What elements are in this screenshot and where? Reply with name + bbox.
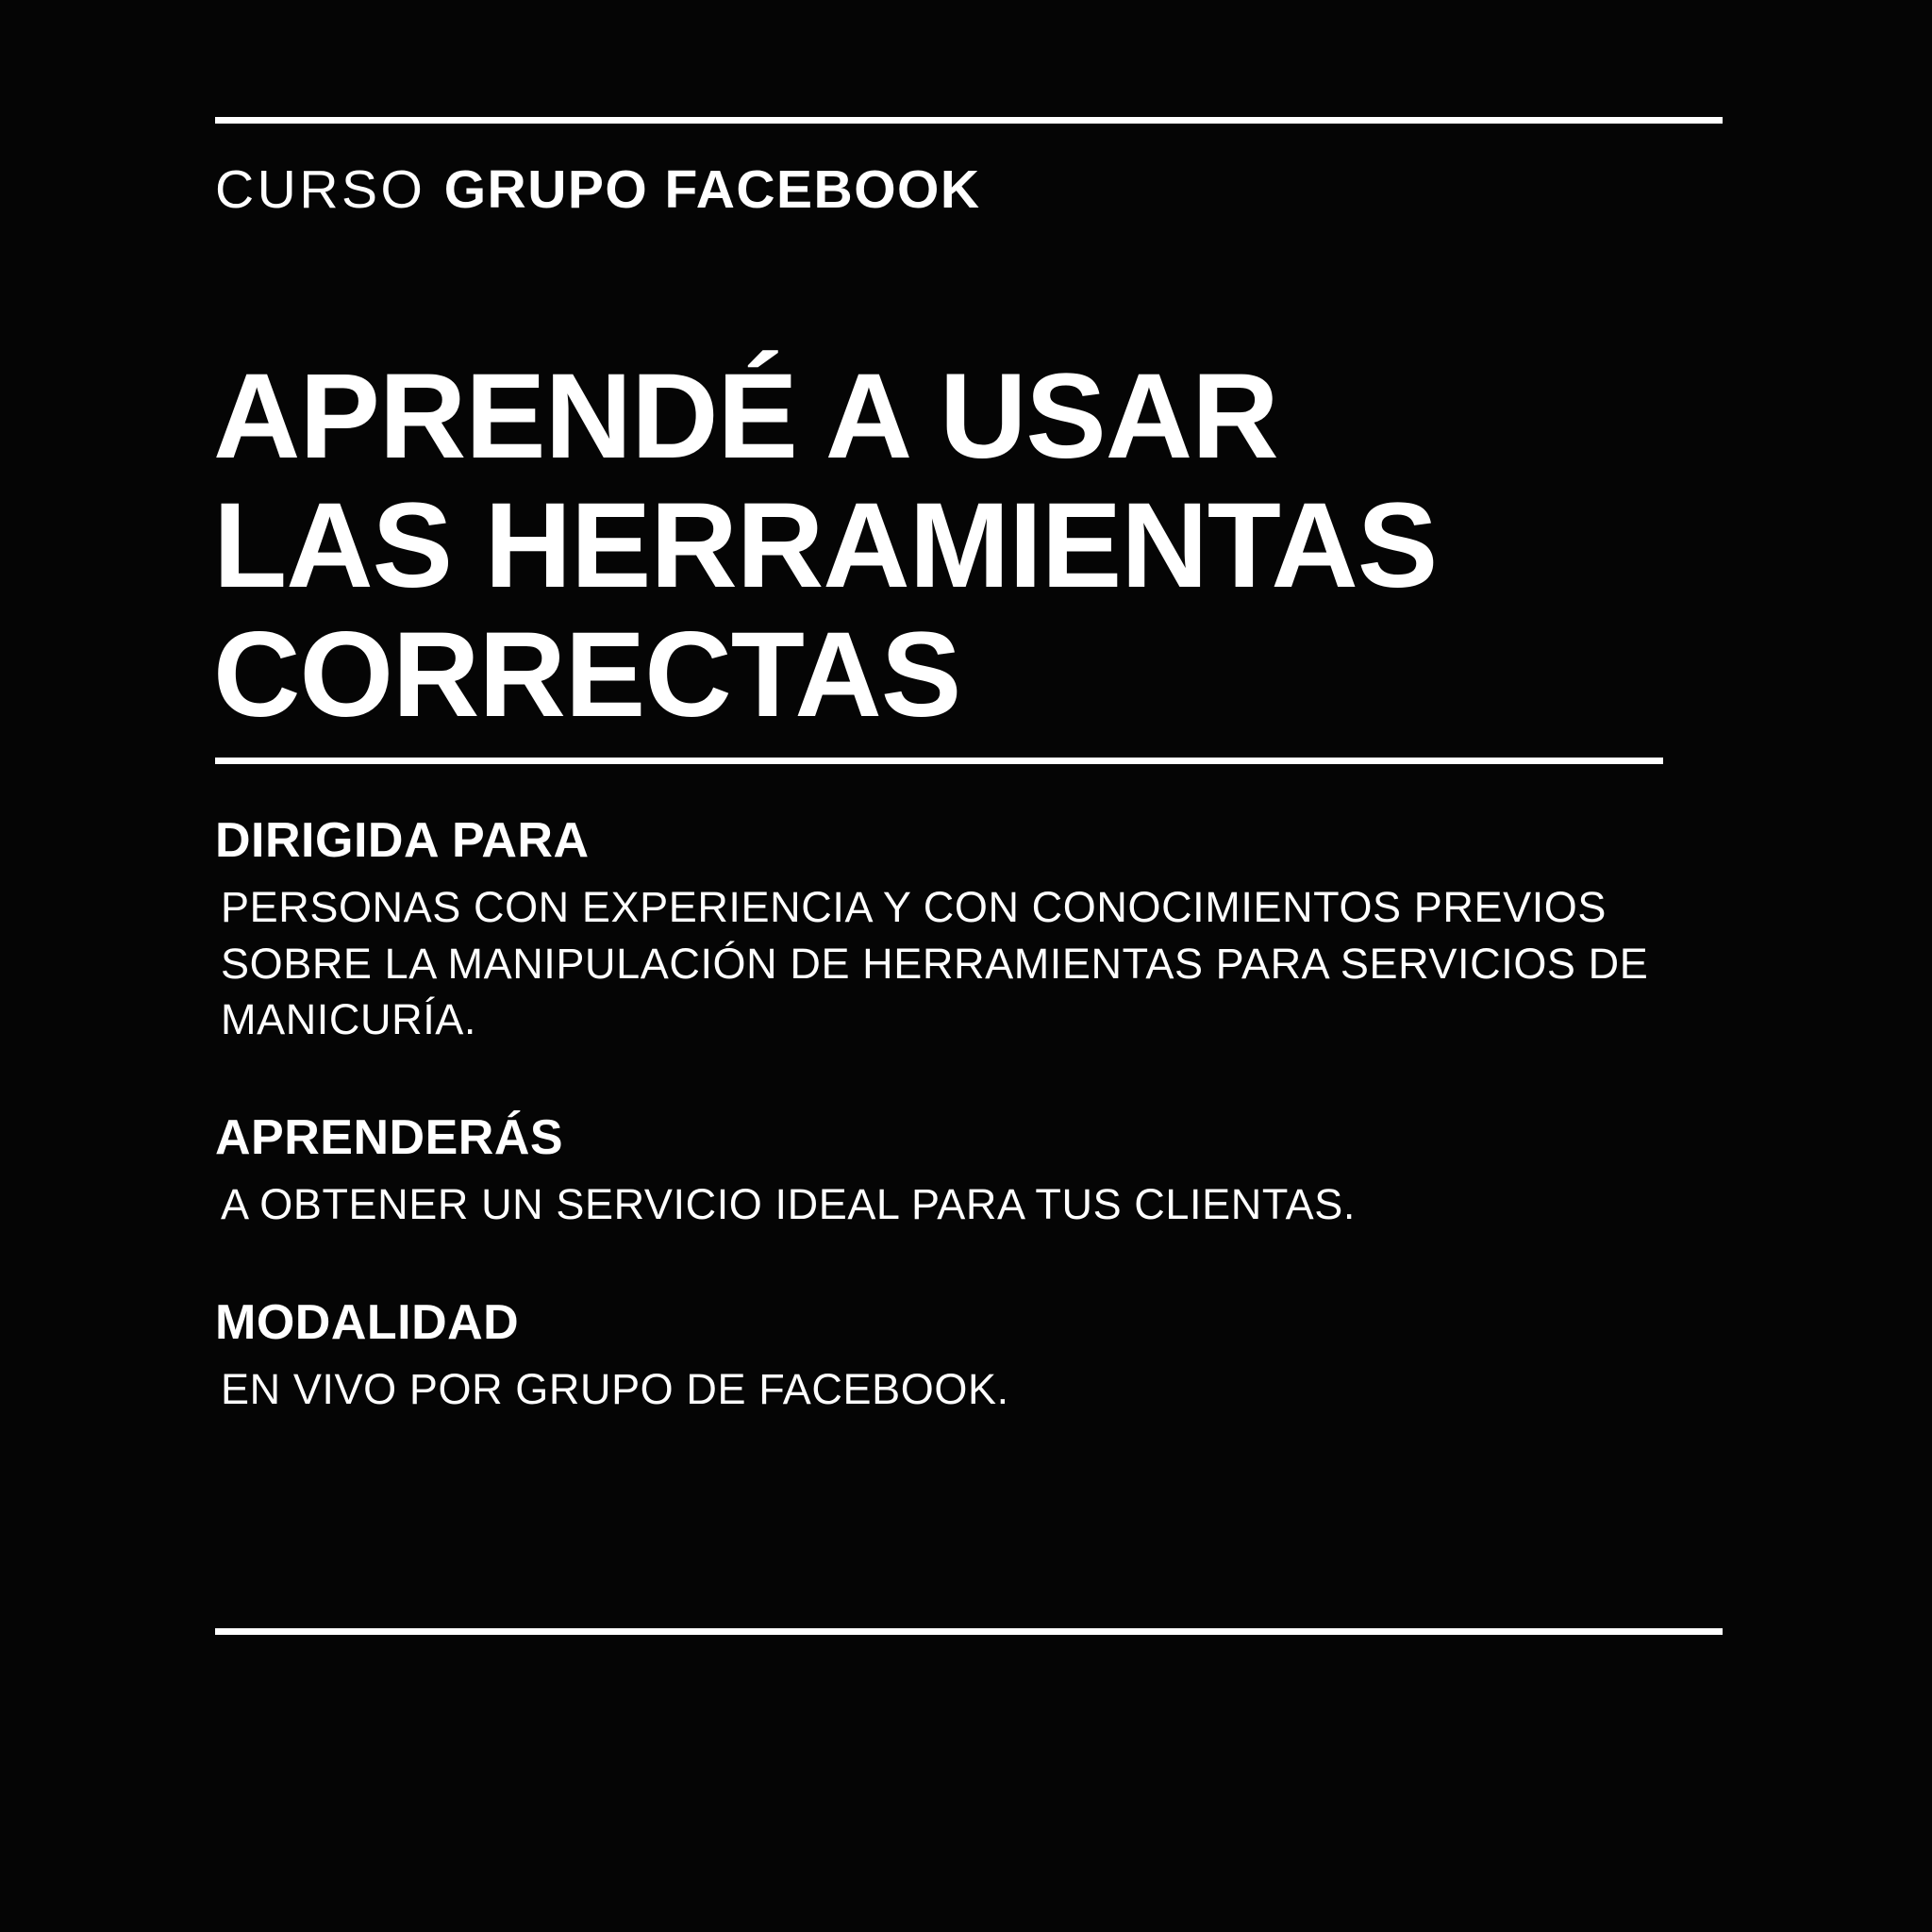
eyebrow-emphasis: GRUPO FACEBOOK bbox=[443, 159, 981, 220]
page-title bbox=[213, 348, 1438, 742]
course-eyebrow bbox=[215, 160, 981, 220]
headline-line-1: APRENDÉ A USAR bbox=[213, 348, 1278, 484]
divider-bottom bbox=[215, 1628, 1723, 1635]
headline-line-3: CORRECTAS bbox=[213, 607, 961, 742]
eyebrow-prefix: CURSO bbox=[215, 159, 444, 220]
section-title-aprenderas: APRENDERÁS bbox=[215, 1110, 564, 1166]
section-aprenderas bbox=[215, 1110, 1762, 1233]
divider-middle bbox=[215, 758, 1663, 764]
section-modalidad bbox=[215, 1295, 1762, 1418]
section-body-modalidad: EN VIVO POR GRUPO DE FACEBOOK. bbox=[221, 1364, 1009, 1413]
section-body-dirigida-para: PERSONAS CON EXPERIENCIA Y CON CONOCIMIENTOS PREVIOS SOBRE LA MANIPULACIÓN DE HERRAMIENTAS PARA SERVICIOS DE MANICURÍA. bbox=[221, 882, 1649, 1044]
section-body-aprenderas: A OBTENER UN SERVICIO IDEAL PARA TUS CLIENTAS. bbox=[221, 1180, 1356, 1229]
divider-top bbox=[215, 117, 1723, 124]
details-list bbox=[215, 813, 1762, 1418]
headline-line-2: LAS HERRAMIENTAS bbox=[213, 477, 1438, 613]
section-dirigida-para bbox=[215, 813, 1762, 1048]
section-title-modalidad: MODALIDAD bbox=[215, 1294, 520, 1350]
section-title-dirigida-para: DIRIGIDA PARA bbox=[215, 813, 590, 868]
